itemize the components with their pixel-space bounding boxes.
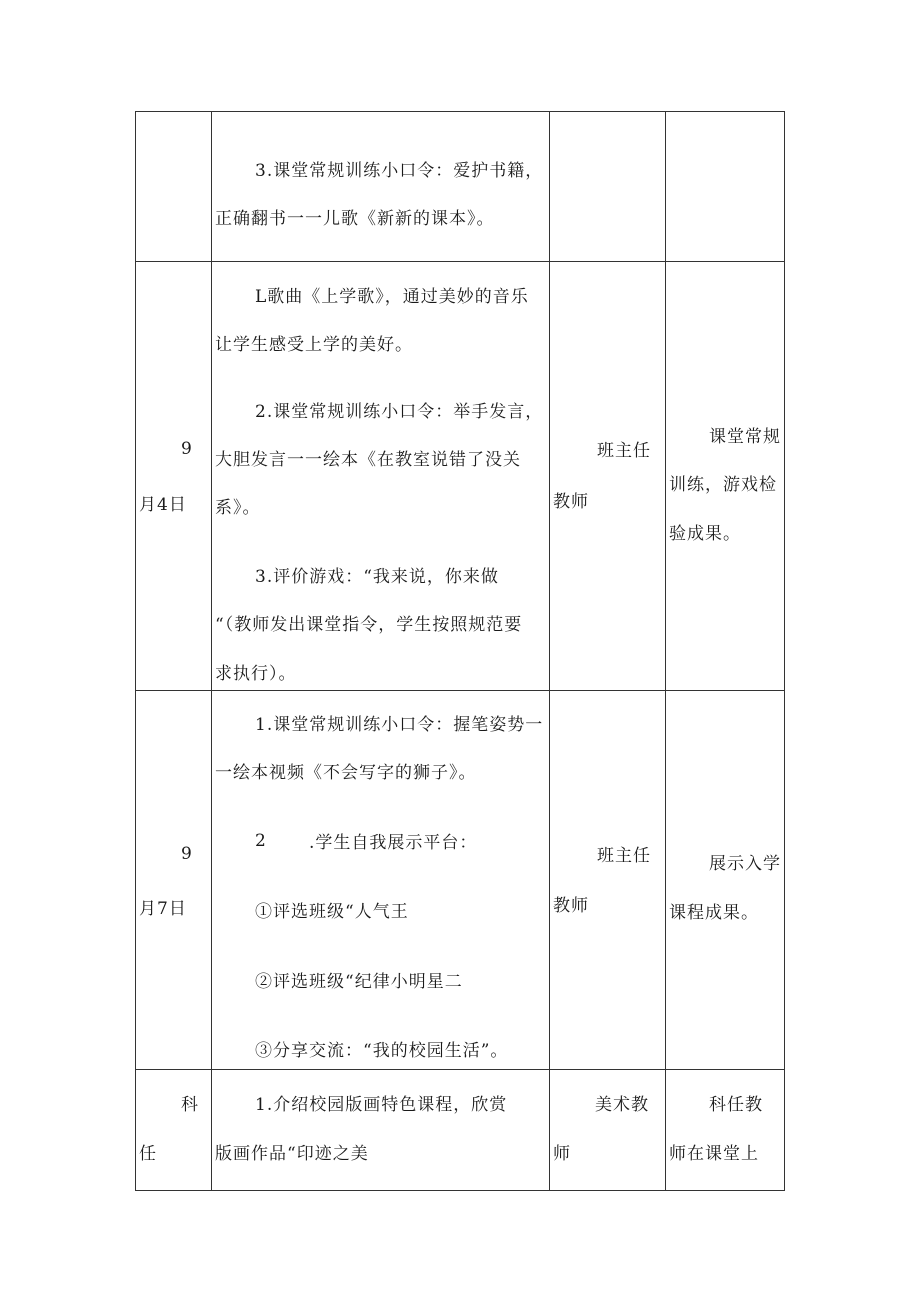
content-line: ①评选班级“人气王 xyxy=(255,902,409,922)
remark-line: 验成果。 xyxy=(669,524,741,544)
teacher-line: 教师 xyxy=(553,896,589,916)
teacher-line: 班主任 xyxy=(597,846,651,866)
row-divider xyxy=(135,690,785,691)
content-line: L歌曲《上学歌》，通过美妙的音乐 xyxy=(255,287,529,307)
table-border-left xyxy=(135,111,136,1191)
remark-line: 展示入学 xyxy=(709,854,781,874)
row-divider xyxy=(135,261,785,262)
date-number: 9 xyxy=(181,844,193,864)
content-line: 3.课堂常规训练小口令：爱护书籍， xyxy=(255,161,544,181)
content-line: 正确翻书一一儿歌《新新的课本》。 xyxy=(215,209,495,229)
column-divider xyxy=(549,111,550,1191)
row-divider xyxy=(135,1069,785,1070)
table-border-right xyxy=(784,111,785,1191)
content-line: 一绘本视频《不会写字的狮子》。 xyxy=(215,763,477,783)
content-line: 2 xyxy=(255,831,267,851)
teacher-line: 班主任 xyxy=(597,441,651,461)
date-day: 月4日 xyxy=(139,495,187,515)
teacher-line: 师 xyxy=(553,1144,571,1164)
teacher-line: 教师 xyxy=(553,492,589,512)
content-line: 求执行）。 xyxy=(215,664,297,684)
content-line: .学生自我展示平台： xyxy=(309,833,478,853)
remark-line: 课堂常规 xyxy=(709,427,781,447)
content-line: 1.课堂常规训练小口令：握笔姿势一 xyxy=(255,715,544,735)
remark-line: 科任教 xyxy=(709,1095,763,1115)
content-line: 版画作品“印迹之美 xyxy=(215,1144,369,1164)
content-line: 1.介绍校园版画特色课程，欣赏 xyxy=(255,1095,508,1115)
column-divider xyxy=(665,111,666,1191)
content-line: 让学生感受上学的美好。 xyxy=(215,335,413,355)
category-label: 科 xyxy=(181,1095,199,1115)
remark-line: 课程成果。 xyxy=(669,903,759,923)
column-divider xyxy=(211,111,212,1191)
content-line: “（教师发出课堂指令，学生按照规范要 xyxy=(215,615,523,635)
content-line: 大胆发言一一绘本《在教室说错了没关 xyxy=(215,450,521,470)
remark-line: 师在课堂上 xyxy=(669,1144,759,1164)
content-line: 系》。 xyxy=(215,498,261,518)
date-number: 9 xyxy=(181,439,193,459)
teacher-line: 美术教 xyxy=(595,1095,649,1115)
table-border-bottom xyxy=(135,1190,785,1191)
category-label: 任 xyxy=(139,1144,157,1164)
content-line: 2.课堂常规训练小口令：举手发言， xyxy=(255,402,544,422)
table-border-top xyxy=(135,111,785,112)
content-line: ②评选班级“纪律小明星二 xyxy=(255,972,463,992)
content-line: ③分享交流：“我的校园生活”。 xyxy=(255,1041,509,1061)
content-line: 3.评价游戏：“我来说，你来做 xyxy=(255,567,499,587)
remark-line: 训练，游戏检 xyxy=(669,475,777,495)
date-day: 月7日 xyxy=(139,899,187,919)
schedule-table xyxy=(135,111,785,1191)
